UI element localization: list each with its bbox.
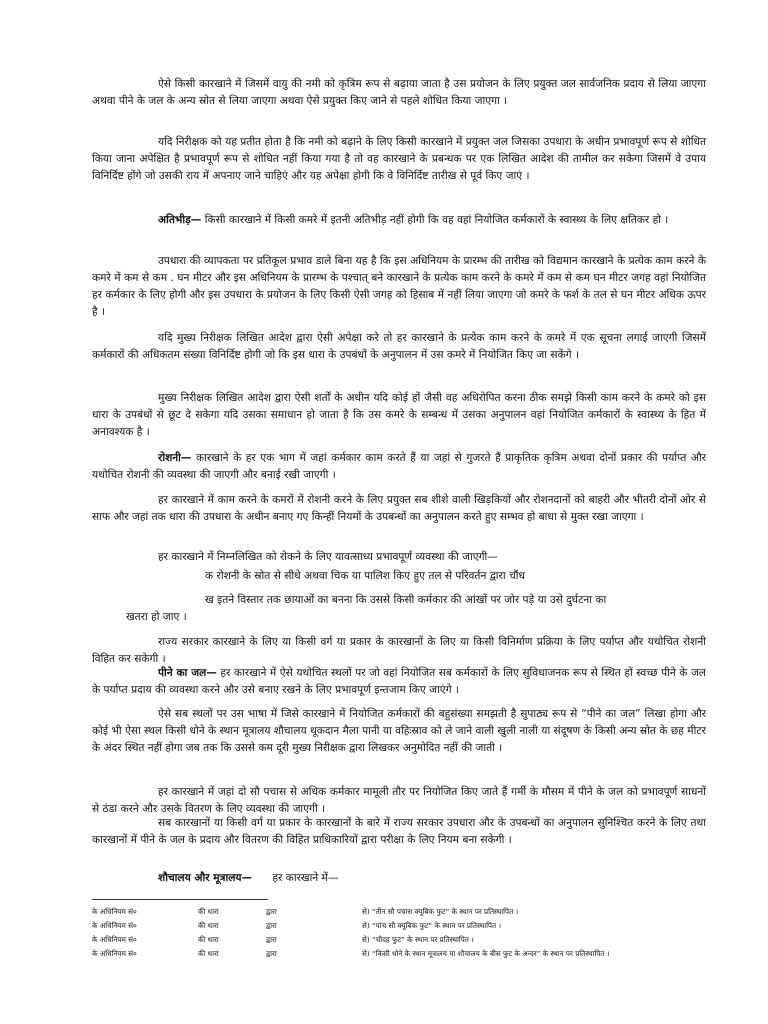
footnote-by: द्वारा [266,907,277,916]
paragraph-state-lighting-rules: राज्य सरकार कारखाने के लिए या किसी वर्ग या प्रकार के कारखानों के लिए या किसी विनिर्माण प्रक्रिया के लिए पर्याप्त और यथोचित रोशनी विहित कर सकेगी । [92,636,706,665]
footnote-text: से) “किसी धोने के स्थान मूत्रालय या शौचालय के बीस फुट के अन्दर” के स्थान पर प्रतिस्थापित । [362,949,610,958]
footnote-section: की धारा [198,907,219,916]
list-item-shadows-cont: खतरा हो जाए । [126,611,187,623]
section-heading-drinking-water: पीने का जल— [158,667,217,679]
footnote-by: द्वारा [266,921,277,930]
footnote-by: द्वारा [266,949,277,958]
section-heading-latrines: शौचालय और मूत्रालय— [158,872,253,884]
paragraph-drinking-water-marking: ऐसे सब स्थलों पर उस भाषा में जिसे कारखाने में नियोजित कर्मकारों की बहुसंख्या समझती है सुपाठ्य रूप से “पीने का जल” लिखा होगा और कोई भी ऐसा स्थल किसी धोने के स्थान मूत्रालय शौचालय थूकदान मैला पानी या वहिःस्राव को ले जाने वाली खुली नाली या संदूषण के किसी अन्य स्रोत के छह मीटर के अंदर स्थित नहीं होगा जब तक कि उससे कम दूरी मुख्य निरीक्षक द्वारा लिखकर अनुमोदित नहीं की जाती । [92,708,706,754]
footnote-rule [92,899,268,900]
footnote-text: से) “तीन सौ पचास क्यूबिक फुट” के स्थान पर प्रतिस्थापित । [362,907,519,916]
footnote-by: द्वारा [266,935,277,944]
footnote-section: की धारा [198,935,219,944]
section-text-lighting: कारखाने के हर एक भाग में जहां कर्मकार काम करते हैं या जहां से गुजरते हैं प्राकृतिक कृत्रिम अथवा दोनों प्रकार की पर्याप्त और यथोचित रोशनी की व्यवस्था की जाएगी और बनाई रखी जाएगी । [92,452,706,481]
paragraph-latrines [158,870,578,887]
footnote-text: से) “पांच सौ क्यूबिक फुट” के स्थान पर प्रतिस्थापित । [362,921,502,930]
section-heading-overcrowding: अतिभीड़— [158,214,202,226]
paragraph-drinking-water [92,665,706,699]
paragraph-humidification-water: ऐसे किसी कारखाने में जिसमें वायु की नमी को कृत्रिम रूप से बढ़ाया जाता है उस प्रयोजन के लिए प्रयुक्त जल सार्वजनिक प्रदाय से लिया जाएगा अथवा पीने के जल के अन्य स्रोत से लिया जाएगा अथवा ऐसे प्रयुक्त किए जाने से पहले शोधित किया जाएगा । [92,78,706,107]
footnote-act: के अधिनियम सं० [92,921,137,930]
paragraph-lighting [92,450,706,484]
footnote-section: की धारा [198,921,219,930]
footnote-act: के अधिनियम सं० [92,935,137,944]
section-text-overcrowding: किसी कारखाने में किसी कमरे में इतनी अतिभीड़ नहीं होगी कि वह वहां नियोजित कर्मकारों के स्वास्थ्य के लिए क्षतिकर हो । [201,214,669,226]
footnote-4 [92,948,609,961]
paragraph-inspector-order: यदि निरीक्षक को यह प्रतीत होता है कि नमी को बढ़ाने के लिए किसी कारखाने में प्रयुक्त जल जिसका उपधारा के अधीन प्रभावपूर्ण रूप से शोधित किया जाना अपेक्षित है प्रभावपूर्ण रूप से शोधित नहीं किया गया है तो वह कारखाने के प्रबन्धक पर एक लिखित आदेश की तामील कर सकेगा जिसमें वे उपाय विनिर्दिष्ट होंगे जो उसकी राय में अपनाए जाने चाहिएं और यह अपेक्षा होगी कि वे विनिर्दिष्ट तारीख से पूर्व किए जाएं । [92,136,706,182]
paragraph-windows-clean: हर कारखाने में काम करने के कमरों में रोशनी करने के लिए प्रयुक्त सब शीशे वाली खिड़कियों और रोशनदानों को बाहरी और भीतरी दोनों ओर से साफ और जहां तक धारा की उपधारा के अधीन बनाए गए किन्हीं नियमों के उपबन्धों का अनुपालन करते हुए सम्भव हो बाधा से मुक्त रखा जाएगा । [92,494,706,523]
paragraph-exemption: मुख्य निरीक्षक लिखित आदेश द्वारा ऐसी शर्तों के अधीन यदि कोई हों जैसी वह अधिरोपित करना ठीक समझे किसी काम करने के कमरे को इस धारा के उपबंधों से छूट दे सकेगा यदि उसका समाधान हो जाता है कि उस कमरे के सम्बन्ध में उसका अनुपालन वहां नियोजित कर्मकारों के स्वास्थ्य के हित में अनावश्यक है । [92,392,706,438]
footnote-act: के अधिनियम सं० [92,907,137,916]
paragraph-notice-max-workers: यदि मुख्य निरीक्षक लिखित आदेश द्वारा ऐसी अपेक्षा करे तो हर कारखाने के प्रत्येक काम करने के कमरे में एक सूचना लगाई जाएगी जिसमें कर्मकारों की अधिकतम संख्या विनिर्दिष्ट होगी जो कि इस धारा के उपबंधों के अनुपालन में उस कमरे में नियोजित किए जा सकेंगे । [92,332,706,361]
footnote-3 [92,934,474,947]
section-text-drinking-water: हर कारखाने में ऐसे यथोचित स्थलों पर जो वहां नियोजित सब कर्मकारों के लिए सुविधाजनक रूप से स्थित हों स्वच्छ पीने के जल के पर्याप्त प्रदाय की व्यवस्था करने और उसे बनाए रखने के लिए प्रभावपूर्ण इन्तजाम किए जाएंगे । [92,667,706,696]
footnote-1 [92,906,518,919]
footnote-text: से) “चौदह फुट” के स्थान पर प्रतिस्थापित । [362,935,474,944]
footnote-2 [92,920,501,933]
list-item-shadows: ख इतने विस्तार तक छायाओं का बनना कि उससे किसी कर्मकार की आंखों पर जोर पड़े या उसे दुर्घटना का [205,594,607,606]
paragraph-overcrowding [92,212,706,229]
paragraph-cooling-water: हर कारखाने में जहां दो सौ पचास से अधिक कर्मकार मामूली तौर पर नियोजित किए जाते हैं गर्मी के मौसम में पीने के जल को प्रभावपूर्ण साधनों से ठंडा करने और उसके वितरण के लिए व्यवस्था की जाएगी । [92,786,706,815]
list-item-glare: क रोशनी के स्रोत से सीधे अथवा चिक या पालिश किए हुए तल से परिवर्तन द्वारा चौंध [205,570,525,582]
paragraph-space-per-worker: उपधारा की व्यापकता पर प्रतिकूल प्रभाव डाले बिना यह है कि इस अधिनियम के प्रारम्भ की तारीख को विद्यमान कारखाने के प्रत्येक काम करने के कमरे में कम से कम . घन मीटर और इस अधिनियम के प्रारम्भ के पश्चात् बने कारखाने के प्रत्येक काम करने के कमरे में कम से कम घन मीटर जगह वहां नियोजित हर कर्मकार के लिए होगी और इस उपधारा के प्रयोजन के लिए किसी ऐसी जगह को हिसाब में नहीं लिया जाएगा जो कमरे के फर्श के तल से घन मीटर अधिक ऊपर है । [92,255,706,318]
section-text-latrines: हर कारखाने में— [272,872,339,884]
footnote-act: के अधिनियम सं० [92,949,137,958]
section-heading-lighting: रोशनी— [158,452,192,464]
footnote-section: की धारा [198,949,219,958]
paragraph-prevent-list-intro: हर कारखाने में निम्नलिखित को रोकने के लिए यावत्साध्य प्रभावपूर्ण व्यवस्था की जाएगी— [158,551,498,563]
paragraph-state-water-rules: सब कारखानों या किसी वर्ग या प्रकार के कारखानों के बारे में राज्य सरकार उपधारा और के उपबन्धों का अनुपालन सुनिश्चित करने के लिए तथा कारखानों में पीने के जल के प्रदाय और वितरण की विहित प्राधिकारियों द्वारा परीक्षा के लिए नियम बना सकेगी । [92,817,706,846]
